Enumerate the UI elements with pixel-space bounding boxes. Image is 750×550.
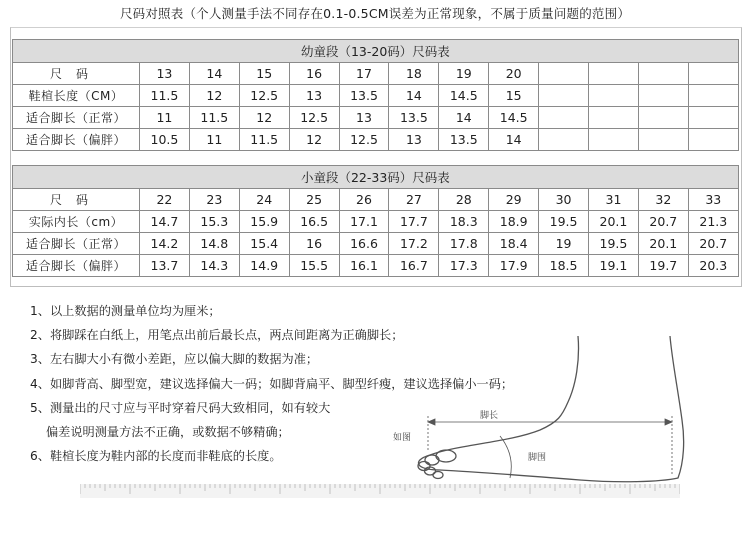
table-cell: 33 xyxy=(688,189,738,211)
table-cell: 17.9 xyxy=(489,255,539,277)
table-cell: 15 xyxy=(489,85,539,107)
table-cell: 23 xyxy=(189,189,239,211)
table-cell: 11.5 xyxy=(140,85,190,107)
table-cell: 19.1 xyxy=(589,255,639,277)
note-item: 2、将脚踩在白纸上，用笔点出前后最长点，两点间距离为正确脚长； xyxy=(30,328,404,343)
table-cell xyxy=(638,107,688,129)
table-cell: 11 xyxy=(189,129,239,151)
table-cell: 17.3 xyxy=(439,255,489,277)
table-cell: 20.1 xyxy=(589,211,639,233)
table-cell xyxy=(589,129,639,151)
length-label: 脚长 xyxy=(480,411,499,421)
row-label: 尺码 xyxy=(13,189,140,211)
table-cell: 22 xyxy=(140,189,190,211)
note-item: 3、左右脚大小有微小差距，应以偏大脚的数据为准； xyxy=(30,352,319,367)
table-cell: 19 xyxy=(439,63,489,85)
table-cell: 15.5 xyxy=(289,255,339,277)
table-cell: 12.5 xyxy=(239,85,289,107)
row-label: 鞋楦长度（CM） xyxy=(13,85,140,107)
table-cell xyxy=(539,129,589,151)
table-cell: 20.1 xyxy=(638,233,688,255)
row-label: 适合脚长（偏胖） xyxy=(13,129,140,151)
table-cell: 11.5 xyxy=(189,107,239,129)
table-cell: 13.5 xyxy=(439,129,489,151)
table-cell: 20.3 xyxy=(688,255,738,277)
table-row xyxy=(13,255,739,277)
table-cell: 15.4 xyxy=(239,233,289,255)
table-cell: 16.6 xyxy=(339,233,389,255)
table-cell: 13 xyxy=(339,107,389,129)
table-cell: 15.9 xyxy=(239,211,289,233)
table-cell: 19.5 xyxy=(589,233,639,255)
table-cell: 14 xyxy=(389,85,439,107)
table-cell: 25 xyxy=(289,189,339,211)
table-cell: 11.5 xyxy=(239,129,289,151)
note-item: 5、测量出的尺寸应与平时穿着尺码大致相同，如有较大 xyxy=(30,400,331,415)
table-cell xyxy=(589,63,639,85)
table-cell: 14.2 xyxy=(140,233,190,255)
note-item: 偏差说明测量方法不正确，或数据不够精确； xyxy=(46,425,290,440)
size-table-toddler xyxy=(12,39,739,151)
row-label: 尺码 xyxy=(13,63,140,85)
table-cell: 29 xyxy=(489,189,539,211)
table-row xyxy=(13,85,739,107)
table-cell: 17.1 xyxy=(339,211,389,233)
table-cell: 14.8 xyxy=(189,233,239,255)
table-cell: 20 xyxy=(489,63,539,85)
table-cell xyxy=(688,63,738,85)
page-title: 尺码对照表（个人测量手法不同存在0.1-0.5CM误差为正常现象，不属于质量问题的范围） xyxy=(119,6,631,21)
table-cell xyxy=(638,85,688,107)
table-cell: 16 xyxy=(289,233,339,255)
table-cell: 19 xyxy=(539,233,589,255)
table-cell: 14 xyxy=(189,63,239,85)
table-cell: 14.3 xyxy=(189,255,239,277)
table-cell xyxy=(539,107,589,129)
table-cell: 12 xyxy=(239,107,289,129)
table-row xyxy=(13,189,739,211)
table-cell: 20.7 xyxy=(688,233,738,255)
table-cell: 13 xyxy=(389,129,439,151)
table-cell: 17.8 xyxy=(439,233,489,255)
table-cell: 12 xyxy=(289,129,339,151)
table-header: 小童段（22-33码）尺码表 xyxy=(13,166,739,189)
table-cell: 16 xyxy=(289,63,339,85)
table-cell xyxy=(638,63,688,85)
table-cell xyxy=(589,107,639,129)
table-row xyxy=(13,233,739,255)
table-cell: 15.3 xyxy=(189,211,239,233)
table-cell: 13 xyxy=(289,85,339,107)
table-cell: 14.7 xyxy=(140,211,190,233)
table-cell: 13.5 xyxy=(339,85,389,107)
table-cell: 13 xyxy=(140,63,190,85)
table-cell xyxy=(688,107,738,129)
size-table-small-child xyxy=(12,165,739,277)
table-cell: 14.5 xyxy=(489,107,539,129)
table-row xyxy=(13,107,739,129)
table-cell: 24 xyxy=(239,189,289,211)
table-cell: 18.3 xyxy=(439,211,489,233)
table-cell xyxy=(638,129,688,151)
table-cell xyxy=(688,129,738,151)
table-cell: 15 xyxy=(239,63,289,85)
table-cell: 14 xyxy=(439,107,489,129)
table-cell: 21.3 xyxy=(688,211,738,233)
table-cell: 16.1 xyxy=(339,255,389,277)
table-cell: 32 xyxy=(638,189,688,211)
table-cell: 14.5 xyxy=(439,85,489,107)
table-row xyxy=(13,211,739,233)
table-cell: 19.5 xyxy=(539,211,589,233)
table-cell: 18 xyxy=(389,63,439,85)
girth-curve-icon xyxy=(500,436,511,478)
note-item: 1、以上数据的测量单位均为厘米； xyxy=(30,304,221,318)
table-cell xyxy=(539,63,589,85)
note-item: 4、如脚背高、脚型宽，建议选择偏大一码；如脚背扁平、脚型纤瘦，建议选择偏小一码； xyxy=(30,376,514,391)
table-cell: 17.2 xyxy=(389,233,439,255)
table-cell: 30 xyxy=(539,189,589,211)
table-cell: 27 xyxy=(389,189,439,211)
table-cell: 11 xyxy=(140,107,190,129)
table-row xyxy=(13,129,739,151)
table-row xyxy=(13,63,739,85)
note-item: 6、鞋楦长度为鞋内部的长度而非鞋底的长度。 xyxy=(30,449,282,464)
table-cell: 14.9 xyxy=(239,255,289,277)
row-label: 适合脚长（偏胖） xyxy=(13,255,140,277)
table-cell: 12 xyxy=(189,85,239,107)
foot-outline-icon xyxy=(418,336,684,482)
table-cell: 26 xyxy=(339,189,389,211)
row-label: 适合脚长（正常） xyxy=(13,107,140,129)
table-cell xyxy=(589,85,639,107)
table-cell: 17.7 xyxy=(389,211,439,233)
table-cell: 12.5 xyxy=(339,129,389,151)
table-cell: 28 xyxy=(439,189,489,211)
table-cell: 12.5 xyxy=(289,107,339,129)
table-header: 幼童段（13-20码）尺码表 xyxy=(13,40,739,63)
foot-measurement-diagram xyxy=(380,330,690,510)
table-cell: 16.5 xyxy=(289,211,339,233)
table-cell: 14 xyxy=(489,129,539,151)
table-cell: 13.5 xyxy=(389,107,439,129)
table-cell: 13.7 xyxy=(140,255,190,277)
table-cell: 16.7 xyxy=(389,255,439,277)
table-cell: 19.7 xyxy=(638,255,688,277)
figure-label: 如图 xyxy=(393,433,412,443)
table-cell: 20.7 xyxy=(638,211,688,233)
row-label: 实际内长（cm） xyxy=(13,211,140,233)
table-cell xyxy=(688,85,738,107)
girth-label: 脚围 xyxy=(528,453,547,463)
table-cell: 18.4 xyxy=(489,233,539,255)
row-label: 适合脚长（正常） xyxy=(13,233,140,255)
table-cell: 18.9 xyxy=(489,211,539,233)
ruler-icon xyxy=(80,484,680,498)
table-cell: 18.5 xyxy=(539,255,589,277)
table-cell: 31 xyxy=(589,189,639,211)
table-cell: 10.5 xyxy=(140,129,190,151)
table-cell xyxy=(539,85,589,107)
table-cell: 17 xyxy=(339,63,389,85)
